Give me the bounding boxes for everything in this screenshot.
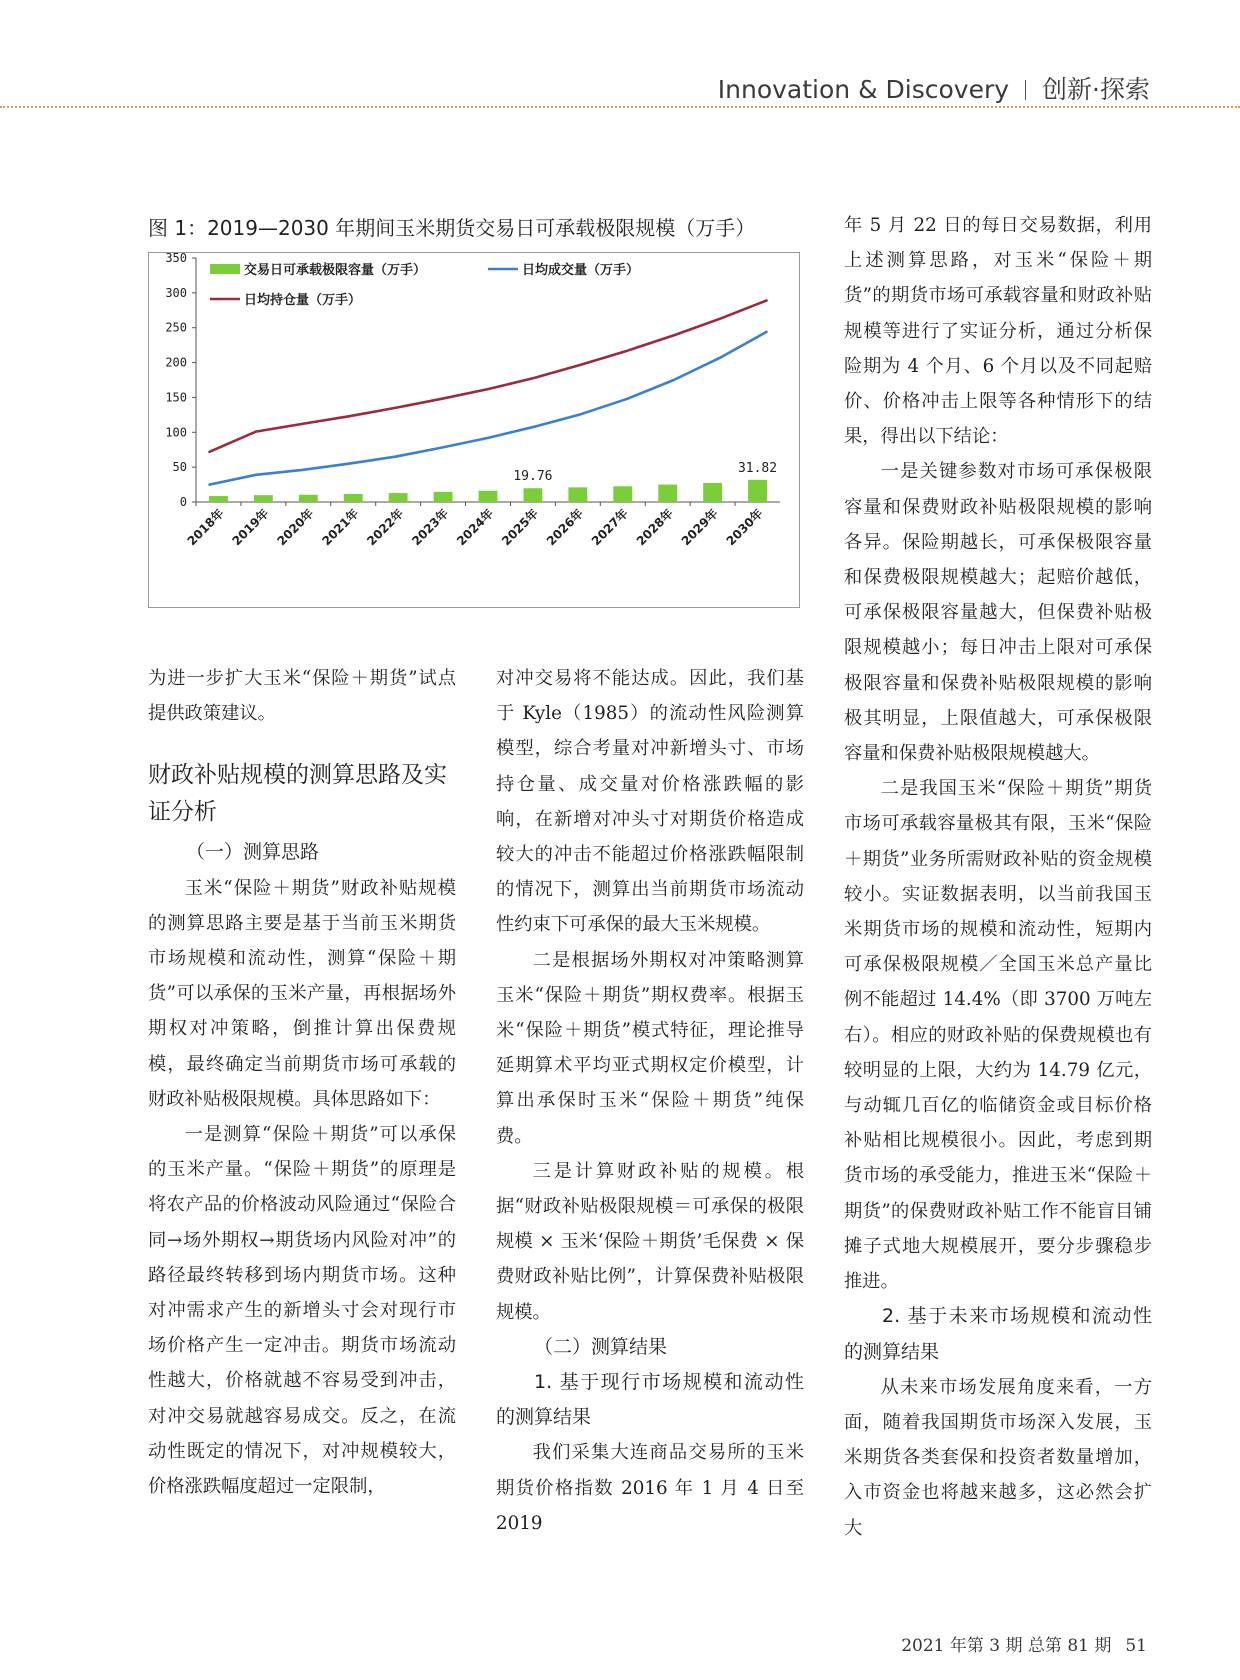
issue-info: 2021 年第 3 期 总第 81 期 xyxy=(901,1636,1112,1656)
footer xyxy=(901,1631,1147,1656)
x-tick-label: 2029年 xyxy=(678,506,721,549)
paragraph: 玉米“保险＋期货”财政补贴规模的测算思路主要是基于当前玉米期货市场规模和流动性，测算“保险＋期货”可以承保的玉米产量，再根据场外期权对冲策略，倒推计算出保费规模，最终确定当前期货市场可承载的财政补贴极限规模。具体思路如下： xyxy=(148,877,456,1110)
x-tick-label: 2018年 xyxy=(184,506,227,549)
bar xyxy=(209,496,228,502)
header-english: Innovation & Discovery xyxy=(717,75,1010,104)
legend-label: 交易日可承载极限容量（万手） xyxy=(244,263,427,278)
x-tick-label: 2025年 xyxy=(499,506,542,549)
bar xyxy=(479,491,498,502)
paragraph: 年 5 月 22 日的每日交易数据，利用上述测算思路，对玉米“保险＋期货”的期货市场可承载容量和财政补贴规模等进行了实证分析，通过分析保险期为 4 个月、6 个月以及不同起赔价、价格冲击上限等各种情形下的结果，得出以下结论： xyxy=(844,215,1152,448)
bar xyxy=(389,493,408,502)
subsection-title: （一）测算思路 xyxy=(186,841,320,864)
column-right xyxy=(844,208,1152,1546)
y-tick-label: 0 xyxy=(179,495,187,509)
bar xyxy=(434,492,453,502)
paragraph: 对冲交易将不能达成。因此，我们基于 Kyle（1985）的流动性风险测算模型，综合考量对冲新增头寸、市场持仓量、成交量对价格涨跌幅的影响，在新增对冲头寸对期货价格造成较大的冲击不能超过价格涨跌幅限制的情况下，测算出当前期货市场流动性约束下可承保的最大玉米规模。 xyxy=(496,668,804,936)
column-middle xyxy=(496,661,804,1541)
x-tick-label: 2021年 xyxy=(319,506,362,549)
x-tick-label: 2022年 xyxy=(364,506,407,549)
x-tick-label: 2019年 xyxy=(229,506,272,549)
paragraph: 我们采集大连商品交易所的玉米期货价格指数 2016 年 1 月 4 日至 2019 xyxy=(496,1442,804,1534)
legend-swatch xyxy=(210,264,240,274)
y-tick-label: 350 xyxy=(165,252,187,265)
chart xyxy=(148,252,800,608)
legend-label: 日均持仓量（万手） xyxy=(244,293,362,308)
section-title: 财政补贴规模的测算思路及实证分析 xyxy=(148,762,447,826)
y-tick-label: 300 xyxy=(165,285,187,300)
x-tick-label: 2030年 xyxy=(723,506,766,549)
bar xyxy=(703,483,722,502)
data-label: 19.76 xyxy=(513,469,553,485)
bar xyxy=(748,480,767,502)
header-separator xyxy=(1025,80,1026,100)
paragraph: 一是关键参数对市场可承保极限容量和保费财政补贴极限规模的影响各异。保险期越长，可承保极限容量和保费极限规模越大；起赔价越低，可承保极限容量越大，但保费补贴极限规模越小；每日冲击上限对可承保极限容量和保费补贴极限规模的影响极其明显，上限值越大，可承保极限容量和保费补贴极限规模越大。 xyxy=(844,461,1152,765)
subsection-title: 2. 基于未来市场规模和流动性的测算结果 xyxy=(844,1305,1152,1363)
x-tick-label: 2026年 xyxy=(543,506,586,549)
y-tick-label: 50 xyxy=(172,460,187,475)
header-rule xyxy=(0,106,1240,108)
header-chinese: 创新·探索 xyxy=(1042,75,1150,104)
paragraph: 三是计算财政补贴的规模。根据“财政补贴极限规模＝可承保的极限规模 × 玉米‘保险＋期货’毛保费 × 保费财政补贴比例”，计算保费补贴极限规模。 xyxy=(496,1160,804,1323)
bar xyxy=(658,485,677,502)
paragraph: 二是我国玉米“保险＋期货”期货市场可承载容量极其有限，玉米“保险＋期货”业务所需财政补贴的资金规模较小。实证数据表明，以当前我国玉米期货市场的规模和流动性，短期内可承保极限规模／全国玉米总产量比例不能超过 14.4%（即 3700 万吨左右）。相应的财政补贴的保费规模也有较明显的上限，大约为 14.79 亿元，与动辄几百亿的临储资金或目标价格补贴相比规模很小。因此，考虑到期货市场的承受能力，推进玉米“保险＋期货”的保费财政补贴工作不能盲目铺摊子式地大规模展开，要分步骤稳步推进。 xyxy=(844,778,1152,1293)
chart-svg xyxy=(148,252,800,608)
x-tick-label: 2027年 xyxy=(588,506,631,549)
x-tick-label: 2023年 xyxy=(409,506,452,549)
bar xyxy=(299,495,318,502)
subsection-title: （二）测算结果 xyxy=(534,1335,668,1358)
x-tick-label: 2028年 xyxy=(633,506,676,549)
subsection-title: 1. 基于现行市场规模和流动性的测算结果 xyxy=(496,1371,804,1429)
figure-caption: 图 1：2019—2030 年期间玉米期货交易日可承载极限规模（万手） xyxy=(148,216,756,240)
bar xyxy=(568,487,587,502)
y-tick-label: 150 xyxy=(165,390,187,405)
column-left xyxy=(148,661,456,1504)
page-number: 51 xyxy=(1125,1636,1147,1656)
paragraph: 从未来市场发展角度来看，一方面，随着我国期货市场深入发展，玉米期货各类套保和投资者数量增加，入市资金也将越来越多，这必然会扩大 xyxy=(844,1376,1152,1539)
bar xyxy=(523,488,542,502)
y-tick-label: 100 xyxy=(165,425,187,440)
bar xyxy=(344,494,363,502)
paragraph: 二是根据场外期权对冲策略测算玉米“保险＋期货”期权费率。根据玉米“保险＋期货”模式特征，理论推导延期算术平均亚式期权定价模型，计算出承保时玉米“保险＋期货”纯保费。 xyxy=(496,949,804,1147)
y-tick-label: 250 xyxy=(165,320,187,335)
bar xyxy=(254,495,273,502)
paragraph: 一是测算“保险＋期货”可以承保的玉米产量。“保险＋期货”的原理是将农产品的价格波动风险通过“保险合同→场外期权→期货场内风险对冲”的路径最终转移到场内期货市场。这种对冲需求产生的新增头寸会对现行市场价格产生一定冲击。期货市场流动性越大，价格就越不容易受到冲击，对冲交易就越容易成交。反之，在流动性既定的情况下，对冲规模较大，价格涨跌幅度超过一定限制， xyxy=(148,1124,456,1498)
legend-label: 日均成交量（万手） xyxy=(522,263,640,278)
data-label: 31.82 xyxy=(737,460,778,476)
x-tick-label: 2020年 xyxy=(274,506,317,549)
x-tick-label: 2024年 xyxy=(454,506,497,549)
paragraph: 为进一步扩大玉米“保险＋期货”试点提供政策建议。 xyxy=(148,668,456,725)
journal-header xyxy=(718,70,1150,106)
bar xyxy=(613,486,632,502)
y-tick-label: 200 xyxy=(165,355,187,370)
